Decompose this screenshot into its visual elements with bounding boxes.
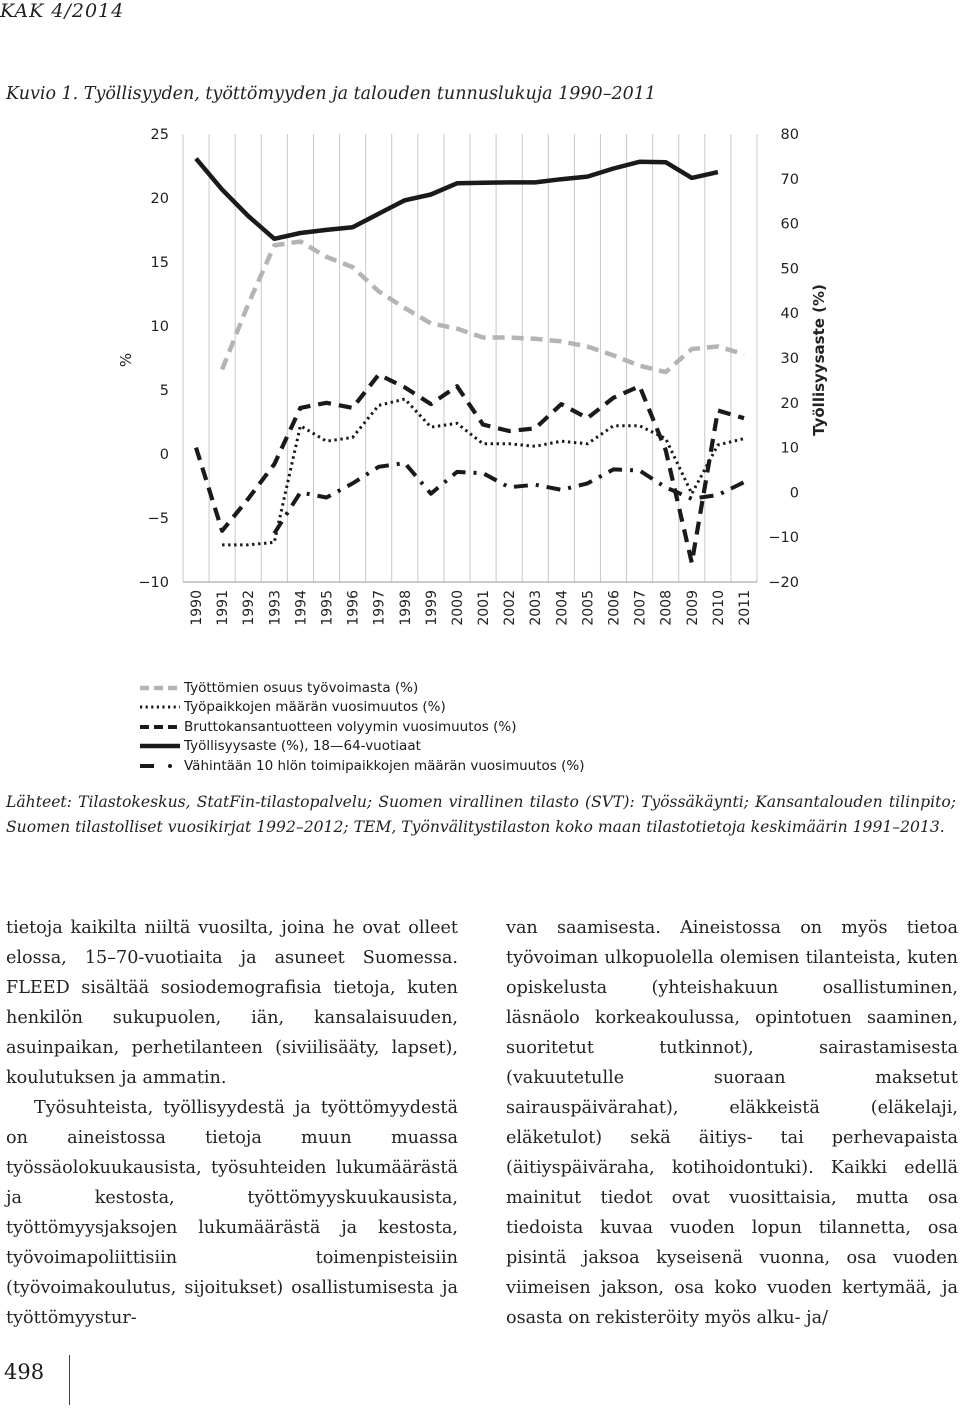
x-tick-label: 1998 bbox=[397, 590, 414, 626]
page-number-rule bbox=[69, 1355, 70, 1405]
x-tick-label: 2006 bbox=[606, 590, 623, 626]
right-tick-label: 80 bbox=[780, 127, 799, 143]
body-paragraph: tietoja kaikilta niiltä vuosilta, joina he ovat olleet elossa, 15–70-vuotiaita ja asuneet Suomessa. FLEED sisältää sosiodemografisia tietoja, kuten henkilön sukupuolen, iän, kansalaisuuden, asuinpaikan, perhetilanteen (siviilisääty, lapset), koulutuksen ja ammatin. bbox=[6, 918, 458, 1088]
x-axis-ticks bbox=[189, 590, 753, 626]
right-tick-label: 10 bbox=[780, 440, 799, 457]
legend-label: Työllisyysaste (%), 18—64-vuotiaat bbox=[184, 738, 421, 755]
series-line-4 bbox=[274, 463, 744, 533]
body-paragraph: Työsuhteista, työllisyydestä ja työttömyydestä on aineistossa tietoja muun muassa työssäolokuukausista, työsuhteiden lukumäärästä ja kestosta, työttömyyskuukausista, työttömyysjaksojen lukumäärästä ja kestosta, työvoimapoliittisiin toimenpisteisiin (työvoimakoulutus, sijoitukset) osallistumisesta ja työttömyystur- bbox=[6, 1098, 458, 1328]
legend-swatch-solid bbox=[140, 740, 184, 752]
x-tick-label: 1991 bbox=[215, 590, 232, 626]
x-tick-label: 1994 bbox=[293, 590, 310, 626]
legend-swatch-dotted bbox=[140, 701, 184, 713]
x-tick-label: 1999 bbox=[423, 590, 440, 626]
left-tick-label: 25 bbox=[150, 127, 169, 143]
right-axis-ticks bbox=[768, 127, 799, 591]
legend-item-gdp-change bbox=[140, 717, 584, 737]
figure-sources: Lähteet: Tilastokeskus, StatFin-tilastopalvelu; Suomen virallinen tilasto (SVT): Työssäkäynti; Kansantalouden tilinpito; Suomen tilastolliset vuosikirjat 1992–2012; TEM, Työnvälitystilaston koko maan tilastotietoja keskimäärin 1991–2013. bbox=[6, 793, 956, 836]
right-tick-label: 20 bbox=[780, 395, 799, 412]
body-column-right bbox=[506, 913, 958, 1333]
gridlines bbox=[183, 134, 757, 582]
x-tick-label: 2009 bbox=[684, 590, 701, 626]
series-line-3 bbox=[196, 159, 718, 239]
left-axis-label: % bbox=[117, 352, 135, 368]
x-tick-label: 1997 bbox=[371, 590, 388, 626]
right-axis-label: Työllisyysaste (%) bbox=[810, 284, 828, 436]
left-axis-ticks bbox=[138, 127, 169, 591]
legend-item-unemployment bbox=[140, 678, 584, 698]
x-tick-label: 2002 bbox=[502, 590, 519, 626]
body-column-left bbox=[6, 913, 458, 1333]
x-tick-label: 2004 bbox=[554, 590, 571, 626]
legend-swatch-dash-heavy bbox=[140, 721, 184, 733]
legend bbox=[140, 678, 584, 776]
left-tick-label: 0 bbox=[159, 447, 169, 463]
legend-label: Työttömien osuus työvoimasta (%) bbox=[184, 679, 419, 696]
legend-label: Työpaikkojen määrän vuosimuutos (%) bbox=[184, 699, 446, 716]
x-tick-label: 2000 bbox=[449, 590, 466, 626]
left-tick-label: 10 bbox=[150, 319, 169, 335]
x-tick-label: 1995 bbox=[319, 590, 336, 626]
x-tick-label: 2007 bbox=[632, 590, 649, 626]
legend-label: Bruttokansantuotteen volyymin vuosimuutos (%) bbox=[184, 718, 517, 735]
body-paragraph: van saamisesta. Aineistossa on myös tietoa työvoiman ulkopuolella olemisen tilanteista, kuten opiskelusta (yhteishakuun osallistuminen, läsnäolo korkeakoulussa, opintotuen saaminen, suoritetut tutkinnot), sairastamisesta (vakuutetulle suoraan maksetut sairauspäivärahat), eläkkeistä (eläkelaji, eläketulot) sekä äitiys- tai perhevapaista (äitiyspäiväraha, kotihoidontuki). Kaikki edellä mainitut tiedot ovat vuosittaisia, mutta osa tiedoista kuvaa vuoden lopun tilannetta, osa pisintä jaksoa kyseisenä vuonna, osa vuoden viimeisen jakson, osa koko vuoden kertymää, ja osasta on rekisteröity myös alku- ja/ bbox=[506, 918, 958, 1328]
legend-item-employment-rate bbox=[140, 737, 584, 757]
left-tick-label: −5 bbox=[147, 511, 169, 527]
chart bbox=[0, 115, 960, 660]
x-tick-label: 2003 bbox=[528, 590, 545, 626]
x-tick-label: 1993 bbox=[267, 590, 284, 626]
legend-item-establishments-change bbox=[140, 756, 584, 776]
legend-swatch-dash-dot bbox=[140, 760, 184, 772]
left-tick-label: 20 bbox=[150, 191, 169, 207]
page-number: 498 bbox=[4, 1360, 45, 1384]
x-tick-label: 2008 bbox=[658, 590, 675, 626]
x-tick-label: 2011 bbox=[736, 590, 753, 626]
series-line-0 bbox=[222, 242, 744, 373]
right-tick-label: −20 bbox=[768, 575, 799, 591]
legend-swatch-gray-dash bbox=[140, 682, 184, 694]
running-head: KAK 4/2014 bbox=[0, 0, 125, 22]
legend-item-jobs-change bbox=[140, 698, 584, 718]
right-tick-label: 40 bbox=[780, 306, 799, 323]
series-line-1 bbox=[222, 399, 744, 545]
figure-caption: Kuvio 1. Työllisyyden, työttömyyden ja talouden tunnuslukuja 1990–2011 bbox=[6, 84, 656, 104]
x-tick-label: 2010 bbox=[710, 590, 727, 626]
left-tick-label: 15 bbox=[150, 255, 169, 271]
right-tick-label: 0 bbox=[789, 485, 799, 502]
legend-label: Vähintään 10 hlön toimipaikkojen määrän vuosimuutos (%) bbox=[184, 757, 585, 774]
x-tick-label: 1990 bbox=[189, 590, 206, 626]
x-tick-label: 2005 bbox=[580, 590, 597, 626]
right-tick-label: 60 bbox=[780, 216, 799, 233]
right-tick-label: 30 bbox=[780, 351, 799, 367]
x-tick-label: 2001 bbox=[476, 590, 493, 626]
right-tick-label: −10 bbox=[768, 530, 799, 547]
right-tick-label: 50 bbox=[780, 261, 799, 278]
left-tick-label: 5 bbox=[159, 383, 169, 399]
right-tick-label: 70 bbox=[780, 171, 799, 188]
x-tick-label: 1992 bbox=[241, 590, 258, 626]
x-tick-label: 1996 bbox=[345, 590, 362, 626]
left-tick-label: −10 bbox=[138, 575, 169, 591]
